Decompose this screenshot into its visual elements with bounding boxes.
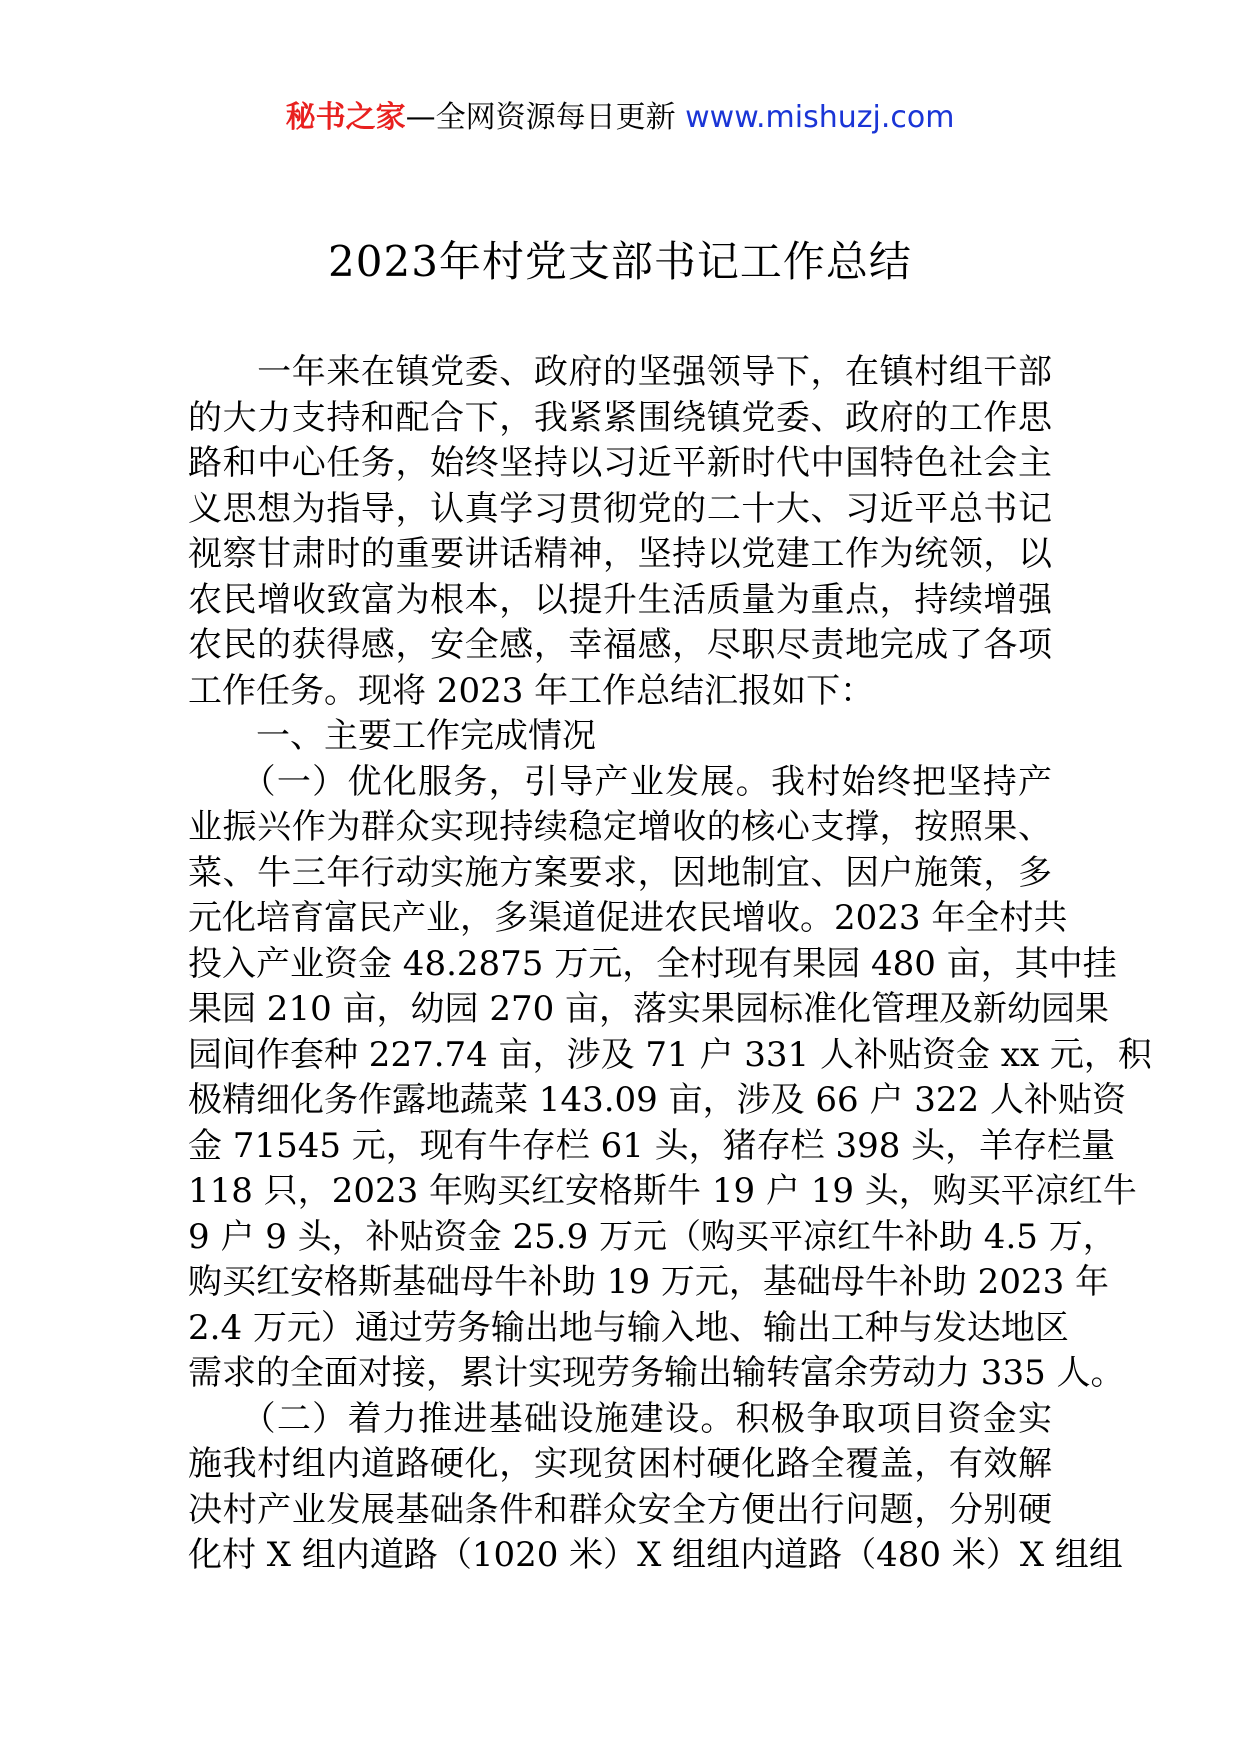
body-line: 极精细化务作露地蔬菜 143.09 亩，涉及 66 户 322 人补贴资: [188, 1080, 1126, 1120]
body-line: 的大力支持和配合下，我紧紧围绕镇党委、政府的工作思: [188, 397, 1052, 438]
site-header: [0, 98, 1240, 138]
body-line: 购买红安格斯基础母牛补助 19 万元，基础母牛补助 2023 年: [188, 1262, 1110, 1302]
body-line: 视察甘肃时的重要讲话精神，坚持以党建工作为统领，以: [188, 534, 1052, 574]
body-line: 农民的获得感，安全感，幸福感，尽职尽责地完成了各项: [188, 625, 1052, 665]
body-line: 金 71545 元，现有牛存栏 61 头，猪存栏 398 头，羊存栏量: [188, 1125, 1116, 1166]
site-slogan: —全网资源每日更新: [405, 100, 676, 135]
body-line: 义思想为指导，认真学习贯彻党的二十大、习近平总书记: [188, 488, 1052, 529]
body-line: 投入产业资金 48.2875 万元，全村现有果园 480 亩，其中挂: [188, 943, 1117, 984]
body-line: 9 户 9 头，补贴资金 25.9 万元（购买平凉红牛补助 4.5 万，: [188, 1216, 1117, 1257]
body-line: 决村产业发展基础条件和群众安全方便出行问题，分别硬: [188, 1489, 1052, 1530]
section-heading: 一、主要工作完成情况: [188, 716, 596, 756]
body-line: 2.4 万元）通过劳务输出地与输入地、输出工种与发达地区: [188, 1307, 1069, 1348]
body-line: 园间作套种 227.74 亩，涉及 71 户 331 人补贴资金 xx 元，积: [188, 1034, 1152, 1075]
body-line: 果园 210 亩，幼园 270 亩，落实果园标准化管理及新幼园果: [188, 989, 1110, 1029]
body-line: 业振兴作为群众实现持续稳定增收的核心支撑，按照果、: [188, 807, 1052, 847]
body-line: 一年来在镇党委、政府的坚强领导下，在镇村组干部: [188, 352, 1052, 392]
body-line: 路和中心任务，始终坚持以习近平新时代中国特色社会主: [188, 443, 1052, 483]
body-line: 化村 X 组内道路（1020 米）X 组组内道路（480 米）X 组组: [188, 1535, 1123, 1575]
body-line: 菜、牛三年行动实施方案要求，因地制宜、因户施策，多: [188, 852, 1052, 893]
site-brand: 秘书之家: [285, 100, 406, 135]
body-line: 元化培育富民产业，多渠道促进农民增收。2023 年全村共: [188, 898, 1068, 938]
body-line: 118 只，2023 年购买红安格斯牛 19 户 19 头，购买平凉红牛: [188, 1171, 1137, 1211]
body-line: 需求的全面对接，累计实现劳务输出输转富余劳动力 335 人。: [188, 1353, 1125, 1393]
site-url-link[interactable]: www.mishuzj.com: [685, 100, 955, 135]
body-line: 施我村组内道路硬化，实现贫困村硬化路全覆盖，有效解: [188, 1444, 1052, 1484]
body-line: 工作任务。现将 2023 年工作总结汇报如下：: [188, 670, 875, 711]
body-line: （一）优化服务，引导产业发展。我村始终把坚持产: [188, 761, 1052, 802]
body-line: （二）着力推进基础设施建设。积极争取项目资金实: [188, 1398, 1052, 1439]
document-title: 2023年村党支部书记工作总结: [328, 237, 912, 286]
document-body: [188, 350, 1152, 1579]
body-line: 农民增收致富为根本，以提升生活质量为重点，持续增强: [188, 579, 1052, 620]
